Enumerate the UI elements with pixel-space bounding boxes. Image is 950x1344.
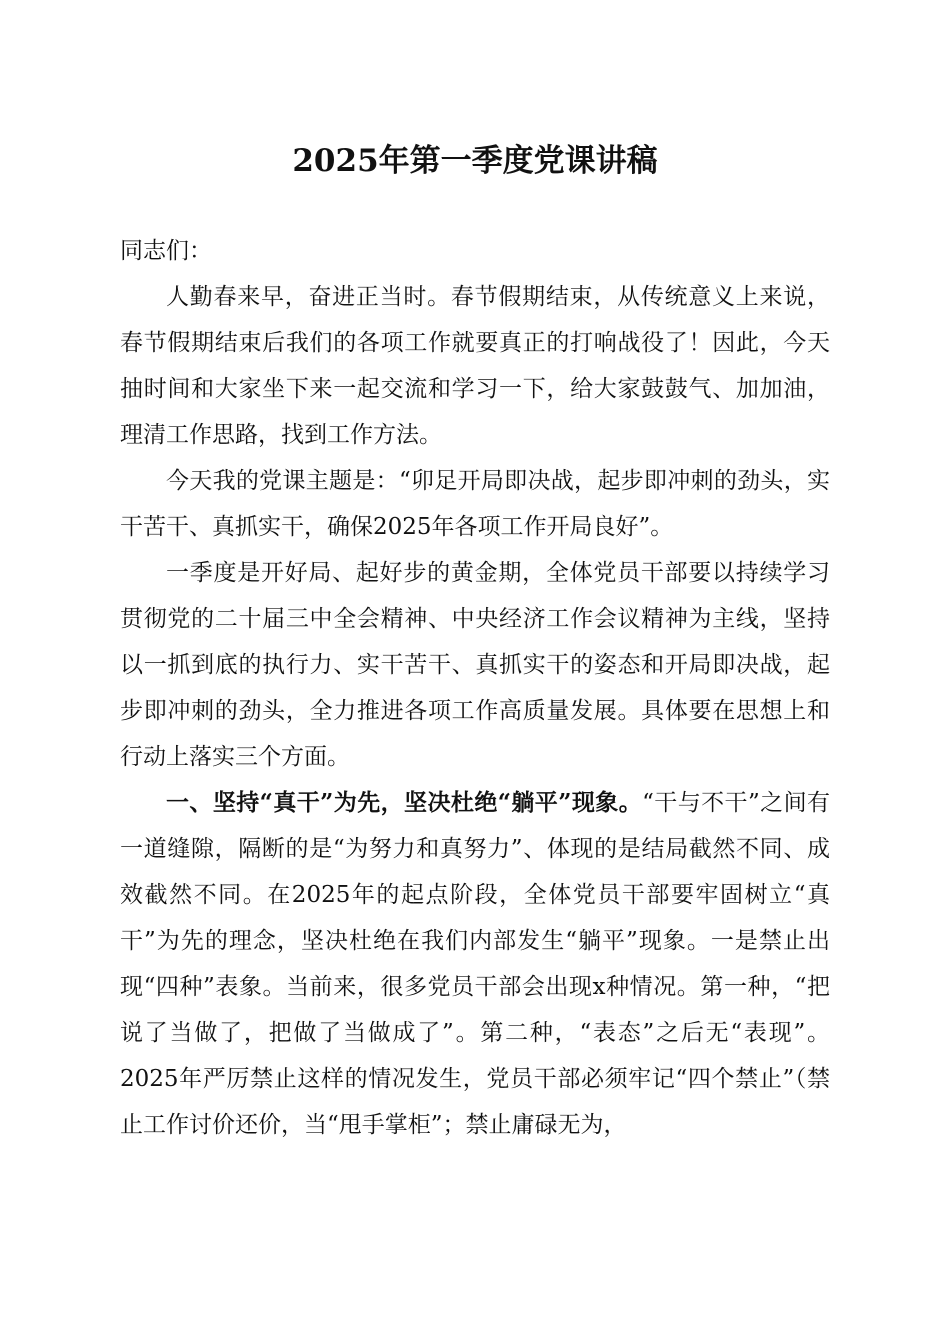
paragraph-opening: 人勤春来早，奋进正当时。春节假期结束，从传统意义上来说，春节假期结束后我们的各项工作就要真正的打响战役了！因此，今天抽时间和大家坐下来一起交流和学习一下，给大家鼓鼓气、加加油，理清工作思路，找到工作方法。 bbox=[120, 284, 830, 448]
section-one-paragraph bbox=[120, 780, 830, 1148]
paragraph-first-quarter: 一季度是开好局、起好步的黄金期，全体党员干部要以持续学习贯彻党的二十届三中全会精神、中央经济工作会议精神为主线，坚持以一抓到底的执行力、实干苦干、真抓实干的姿态和开局即决战，起步即冲刺的劲头，全力推进各项工作高质量发展。具体要在思想上和行动上落实三个方面。 bbox=[120, 560, 830, 770]
paragraph-theme: 今天我的党课主题是：“卯足开局即决战，起步即冲刺的劲头，实干苦干、真抓实干，确保2025年各项工作开局良好”。 bbox=[120, 468, 830, 540]
document-title: 2025年第一季度党课讲稿 bbox=[292, 143, 658, 179]
section-one-heading: 一、坚持“真干”为先，坚决杜绝“躺平”现象。 bbox=[166, 789, 643, 816]
salutation: 同志们： bbox=[120, 238, 212, 264]
document-body bbox=[120, 228, 830, 1148]
section-one-text: “干与不干”之间有一道缝隙，隔断的是“为努力和真努力”、体现的是结局截然不同、成效截然不同。在2025年的起点阶段，全体党员干部要牢固树立“真干”为先的理念，坚决杜绝在我们内部发生“躺平”现象。一是禁止出现“四种”表象。当前来，很多党员干部会出现x种情况。第一种，“把说了当做了，把做了当做成了”。第二种，“表态”之后无“表现”。2025年严厉禁止这样的情况发生，党员干部必须牢记“四个禁止”（禁止工作讨价还价，当“甩手掌柜”；禁止庸碌无为， bbox=[120, 790, 830, 1138]
